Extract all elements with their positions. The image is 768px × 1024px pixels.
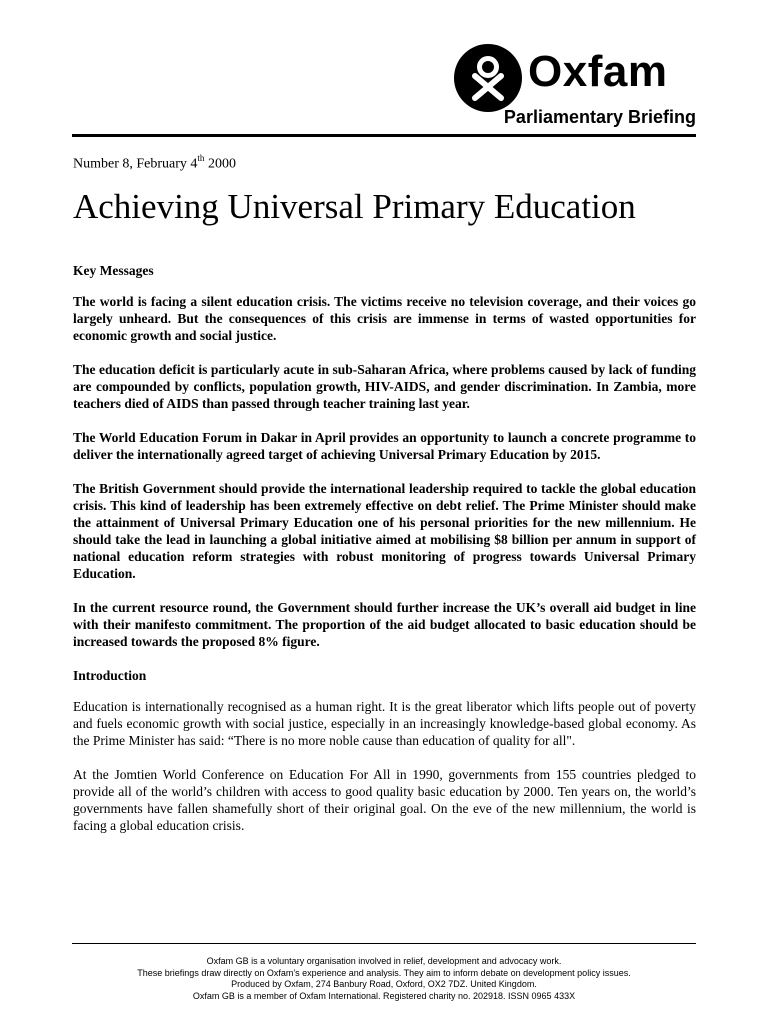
key-message-paragraph: The education deficit is particularly acute in sub-Saharan Africa, where problems caused by lack of funding are compounded by conflicts, population growth, HIV-AIDS, and gender discrimination. In Zambia, more teachers died of AIDS than passed through teacher training last year. xyxy=(73,362,696,411)
brand-name: Oxfam xyxy=(528,47,668,96)
introduction-paragraph: Education is internationally recognised as a human right. It is the great liberator which lifts people out of poverty and fuels economic growth with social justice, especially in an increasingly knowledge-based global economy. As the Prime Minister has said: “There is no more noble cause than education of quality for all". xyxy=(73,699,696,748)
key-message-paragraph: The British Government should provide the international leadership required to tackle the global education crisis. This kind of leadership has been extremely effective on debt relief. The Prime Minister should make the attainment of Universal Primary Education one of his personal priorities for the new millennium. He should take the lead in launching a global initiative aimed at mobilising $8 billion per annum in support of national education reform strategies with robust monitoring of progress towards Universal Primary Education. xyxy=(73,481,696,581)
briefing-type: Parliamentary Briefing xyxy=(503,107,696,127)
oxfam-logo-icon xyxy=(454,44,522,112)
document-body xyxy=(73,262,696,851)
footer-divider xyxy=(72,943,696,944)
key-message-paragraph: The world is facing a silent education crisis. The victims receive no television coverage, and their voices go largely unheard. But the consequences of this crisis are immense in terms of wasted opportunities for economic growth and social justice. xyxy=(73,294,696,343)
issue-year: 2000 xyxy=(204,156,236,172)
footer-line: Oxfam GB is a voluntary organisation involved in relief, development and advocacy work. xyxy=(206,956,562,966)
document-title: Achieving Universal Primary Education xyxy=(73,187,636,226)
key-message-paragraph: In the current resource round, the Government should further increase the UK’s overall aid budget in line with their manifesto commitment. The proportion of the aid budget allocated to basic education should be increased towards the proposed 8% figure. xyxy=(73,600,696,649)
introduction-paragraph: At the Jomtien World Conference on Education For All in 1990, governments from 155 countries pledged to provide all of the world’s children with access to good quality basic education by 2000. Ten years on, the world’s governments have fallen shamefully short of their original goal. On the eve of the new millennium, the world is facing a global education crisis. xyxy=(73,767,696,833)
introduction-heading: Introduction xyxy=(73,668,147,683)
key-message-paragraph: The World Education Forum in Dakar in April provides an opportunity to launch a concrete programme to deliver the internationally agreed target of achieving Universal Primary Education by 2015. xyxy=(73,430,696,462)
issue-prefix: Number 8, February 4 xyxy=(73,156,198,172)
footer xyxy=(72,956,696,1002)
footer-line: These briefings draw directly on Oxfam’s experience and analysis. They aim to inform debate on development policy issues. xyxy=(137,967,631,978)
key-messages-heading: Key Messages xyxy=(73,263,154,278)
issue-date-suffix: th xyxy=(197,153,205,163)
header-divider xyxy=(72,134,696,137)
issue-line xyxy=(73,154,236,173)
footer-line: Oxfam GB is a member of Oxfam International. Registered charity no. 202918. ISSN 0965 433X xyxy=(192,990,576,1001)
footer-line: Produced by Oxfam, 274 Banbury Road, Oxford, OX2 7DZ. United Kingdom. xyxy=(231,979,537,989)
